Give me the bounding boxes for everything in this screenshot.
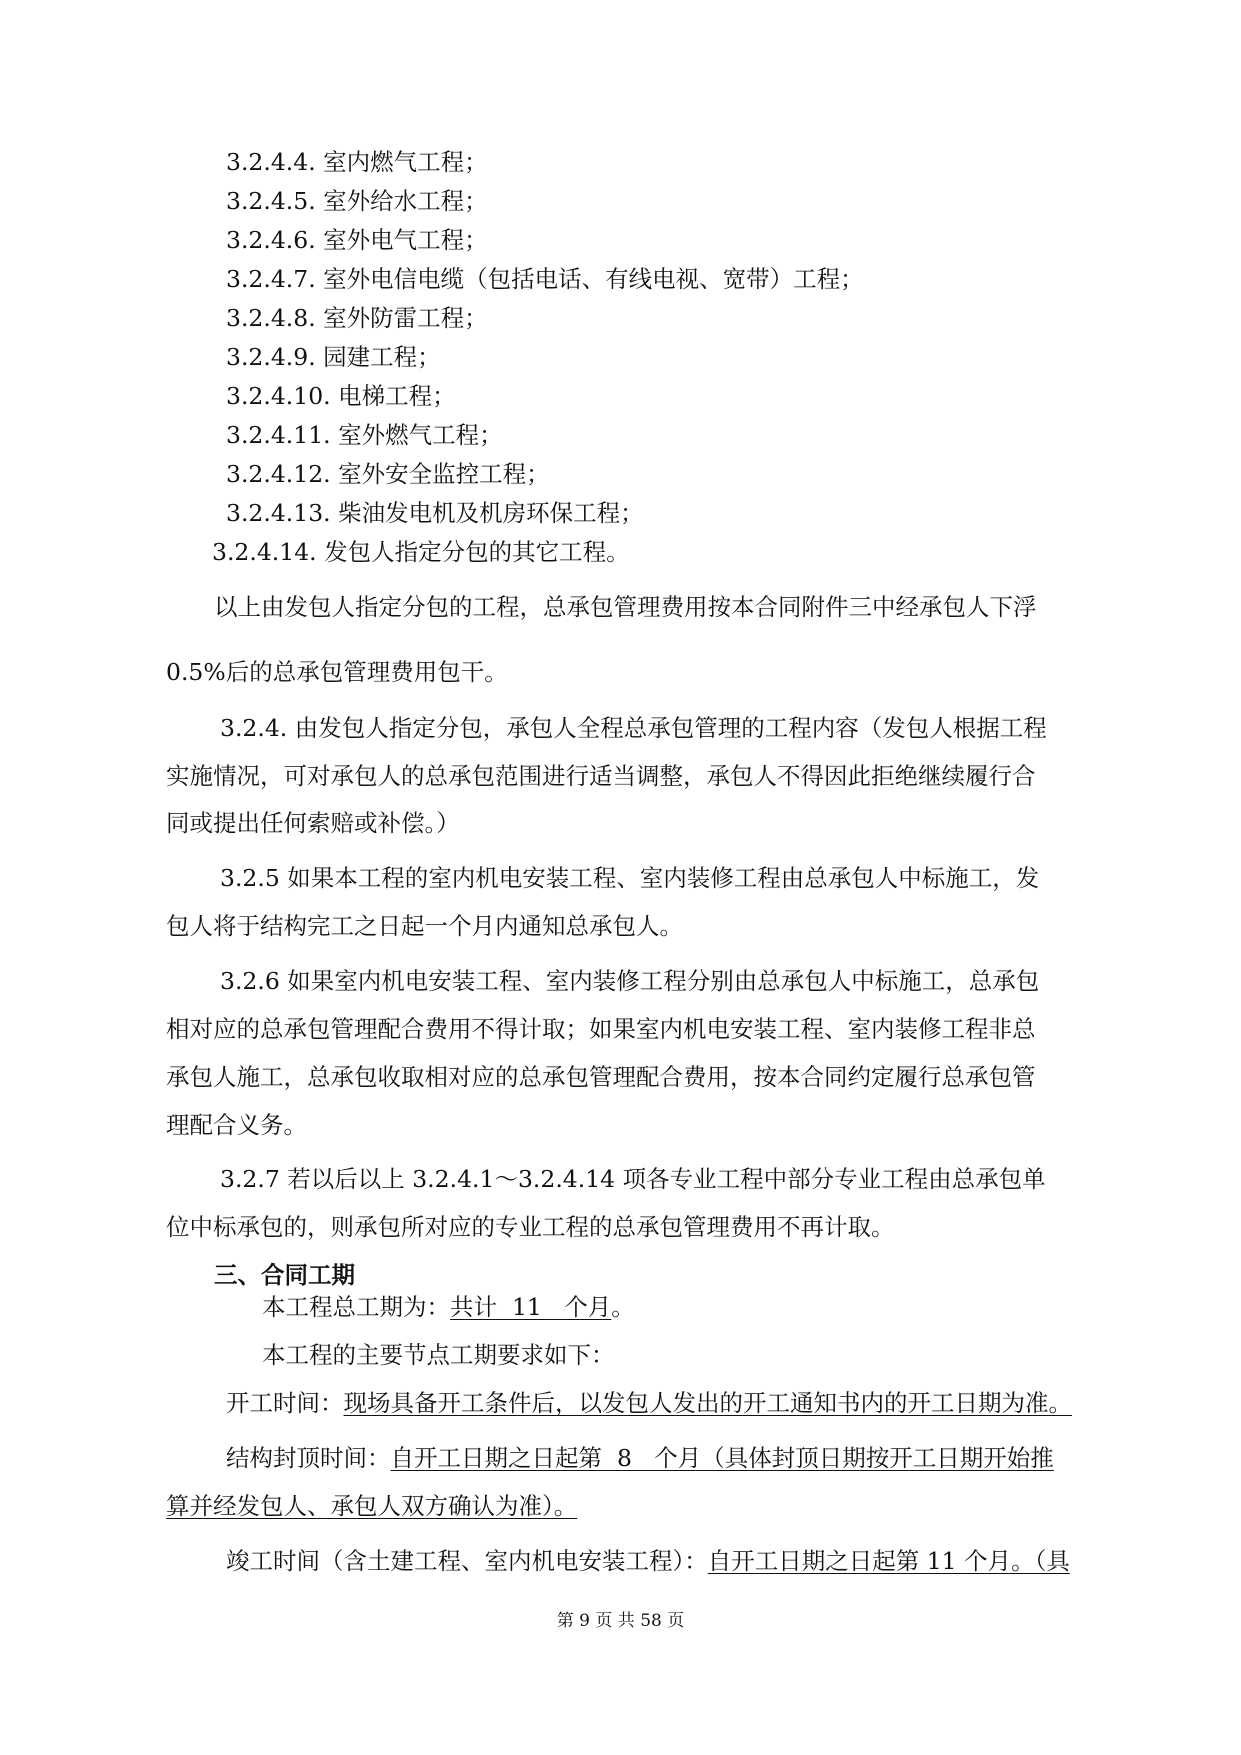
paragraph-line: 相对应的总承包管理配合费用不得计取；如果室内机电安装工程、室内装修工程非总	[166, 1015, 1036, 1043]
list-item: 3.2.4.7. 室外电信电缆（包括电话、有线电视、宽带）工程；	[226, 265, 864, 293]
list-item: 3.2.4.8. 室外防雷工程；	[226, 304, 488, 332]
paragraph-line: 0.5%后的总承包管理费用包干。	[166, 658, 508, 686]
start-time-label: 开工时间：	[226, 1389, 344, 1417]
section-heading: 三、合同工期	[214, 1261, 355, 1289]
list-item: 3.2.4.9. 园建工程；	[226, 343, 441, 371]
start-time-value: 现场具备开工条件后，以发包人发出的开工通知书内的开工日期为准。	[343, 1389, 1072, 1417]
list-item: 3.2.4.6. 室外电气工程；	[226, 226, 488, 254]
paragraph-line: 3.2.4. 由发包人指定分包，承包人全程总承包管理的工程内容（发包人根据工程	[220, 714, 1047, 742]
page-number-footer: 第 9 页 共 58 页	[556, 1611, 685, 1631]
list-item: 3.2.4.11. 室外燃气工程；	[226, 421, 503, 449]
list-item: 3.2.4.14. 发包人指定分包的其它工程。	[212, 538, 630, 566]
paragraph-line: 同或提出任何索赔或补偿。）	[166, 809, 460, 837]
topout-time-value: 自开工日期之日起第 8 个月（具体封顶日期按开工日期开始推	[390, 1444, 1054, 1472]
list-item: 3.2.4.12. 室外安全监控工程；	[226, 460, 550, 488]
completion-time-line	[226, 1545, 1070, 1577]
paragraph-line: 承包人施工，总承包收取相对应的总承包管理配合费用，按本合同约定履行总承包管	[166, 1063, 1036, 1091]
paragraph-line: 3.2.7 若以后以上 3.2.4.1～3.2.4.14 项各专业工程中部分专业工程由总承包单	[220, 1165, 1046, 1193]
list-item: 3.2.4.5. 室外给水工程；	[226, 187, 488, 215]
paragraph-line: 3.2.5 如果本工程的室内机电安装工程、室内装修工程由总承包人中标施工，发	[220, 864, 1040, 892]
paragraph-line: 位中标承包的，则承包所对应的专业工程的总承包管理费用不再计取。	[166, 1213, 895, 1241]
start-time-line	[226, 1387, 1072, 1419]
topout-time-line	[226, 1442, 1054, 1474]
total-duration-line: 本工程总工期为：共计 11 个月。	[262, 1293, 635, 1321]
list-item: 3.2.4.4. 室内燃气工程；	[226, 148, 488, 176]
total-duration-value: 共计 11 个月	[450, 1293, 612, 1321]
topout-time-value-cont: 算并经发包人、承包人双方确认为准）。	[166, 1492, 578, 1520]
completion-time-label: 竣工时间（含土建工程、室内机电安装工程）：	[226, 1547, 708, 1575]
topout-time-line-2	[166, 1490, 577, 1522]
paragraph-line: 理配合义务。	[166, 1111, 307, 1139]
list-item: 3.2.4.10. 电梯工程；	[226, 382, 456, 410]
total-duration-label: 本工程总工期为：	[262, 1293, 450, 1321]
paragraph-line: 实施情况，可对承包人的总承包范围进行适当调整，承包人不得因此拒绝继续履行合	[166, 762, 1036, 790]
topout-time-label: 结构封顶时间：	[226, 1444, 391, 1472]
paragraph-line: 包人将于结构完工之日起一个月内通知总承包人。	[166, 912, 683, 940]
paragraph-line: 3.2.6 如果室内机电安装工程、室内装修工程分别由总承包人中标施工，总承包	[220, 967, 1040, 995]
list-item: 3.2.4.13. 柴油发电机及机房环保工程；	[226, 499, 644, 527]
milestones-intro: 本工程的主要节点工期要求如下：	[262, 1341, 615, 1369]
completion-time-value: 自开工日期之日起第 11 个月。（具	[707, 1547, 1070, 1575]
paragraph-line: 以上由发包人指定分包的工程，总承包管理费用按本合同附件三中经承包人下浮	[214, 593, 1037, 621]
